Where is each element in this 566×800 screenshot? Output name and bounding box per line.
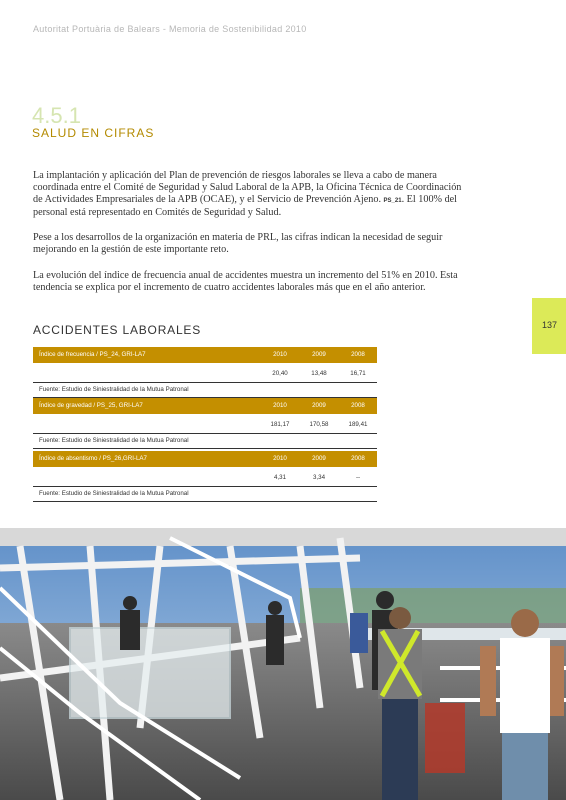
year-header: 2008 bbox=[351, 402, 365, 409]
table-cell: -- bbox=[355, 474, 361, 481]
table-cell: 16,71 bbox=[350, 370, 366, 377]
table-cell: 20,40 bbox=[272, 370, 288, 377]
year-header: 2009 bbox=[312, 455, 326, 462]
table-header-row bbox=[33, 398, 377, 414]
year-header: 2010 bbox=[273, 455, 287, 462]
photo-illustration bbox=[0, 528, 566, 800]
indicator-code: PS_21 bbox=[383, 198, 402, 204]
table-row bbox=[33, 470, 377, 487]
section-title: SALUD EN CIFRAS bbox=[32, 126, 155, 140]
table-cell: 4,31 bbox=[273, 474, 287, 481]
table-cell: 181,17 bbox=[270, 421, 290, 428]
year-header: 2010 bbox=[273, 402, 287, 409]
source-text: Fuente: Estudio de Siniestralidad de la Mutua Patronal bbox=[39, 437, 189, 444]
indicator-label: Índice de gravedad / PS_25, GRI-LA7 bbox=[39, 402, 143, 409]
indicator-table-severity bbox=[33, 398, 377, 449]
table-title: ACCIDENTES LABORALES bbox=[33, 323, 202, 337]
year-header: 2010 bbox=[273, 351, 287, 358]
year-header: 2008 bbox=[351, 351, 365, 358]
table-row bbox=[33, 366, 377, 383]
page-number-tab bbox=[532, 298, 566, 354]
indicator-table-frequency bbox=[33, 347, 377, 398]
table-header-row bbox=[33, 451, 377, 467]
running-header: Autoritat Portuària de Balears - Memoria de Sostenibilidad 2010 bbox=[33, 24, 307, 34]
table-source bbox=[33, 434, 377, 449]
paragraph-1-tail: . El 100% del personal está representado en Comités de Seguridad y Salud. bbox=[33, 194, 458, 218]
table-cell: 3,34 bbox=[312, 474, 326, 481]
table-cell: 170,58 bbox=[309, 421, 329, 428]
indicator-label: Índice de frecuencia / PS_24, GRI-LA7 bbox=[39, 351, 146, 358]
paragraph-1-text: La implantación y aplicación del Plan de prevención de riesgos laborales se lleva a cabo de manera coordinada entre el Comité de Seguridad y Salud Laboral de la APB, la Oficina Técnica de Coordinación de Actividades Empresariales de la APB (OCAE), y el Servicio de Prevención Ajeno. bbox=[33, 170, 462, 205]
table-header-row bbox=[33, 347, 377, 363]
indicator-table-absenteeism bbox=[33, 451, 377, 502]
year-header: 2009 bbox=[312, 402, 326, 409]
page-number: 137 bbox=[542, 320, 558, 330]
paragraph-2: Pese a los desarrollos de la organización en materia de PRL, las cifras indican la necesidad de seguir mejorando en la gestión de este importante reto. bbox=[33, 232, 443, 255]
paragraph-1 bbox=[33, 170, 469, 219]
indicator-label: Índice de absentismo / PS_26,GRI-LA7 bbox=[39, 455, 147, 462]
year-header: 2009 bbox=[312, 351, 326, 358]
table-cell: 189,41 bbox=[348, 421, 368, 428]
table-cell: 13,48 bbox=[311, 370, 327, 377]
table-source bbox=[33, 487, 377, 502]
section-number: 4.5.1 bbox=[32, 103, 81, 128]
table-source bbox=[33, 383, 377, 398]
port-gangway-photo bbox=[0, 528, 566, 800]
year-header: 2008 bbox=[351, 455, 365, 462]
source-text: Fuente: Estudio de Siniestralidad de la Mutua Patronal bbox=[39, 386, 189, 393]
table-row bbox=[33, 417, 377, 434]
source-text: Fuente: Estudio de Siniestralidad de la Mutua Patronal bbox=[39, 490, 189, 497]
paragraph-3: La evolución del índice de frecuencia anual de accidentes muestra un incremento del 51% en 2010. Esta tendencia se explica por el incremento de cuatro accidentes laborales más que en el año anterior. bbox=[33, 270, 458, 293]
